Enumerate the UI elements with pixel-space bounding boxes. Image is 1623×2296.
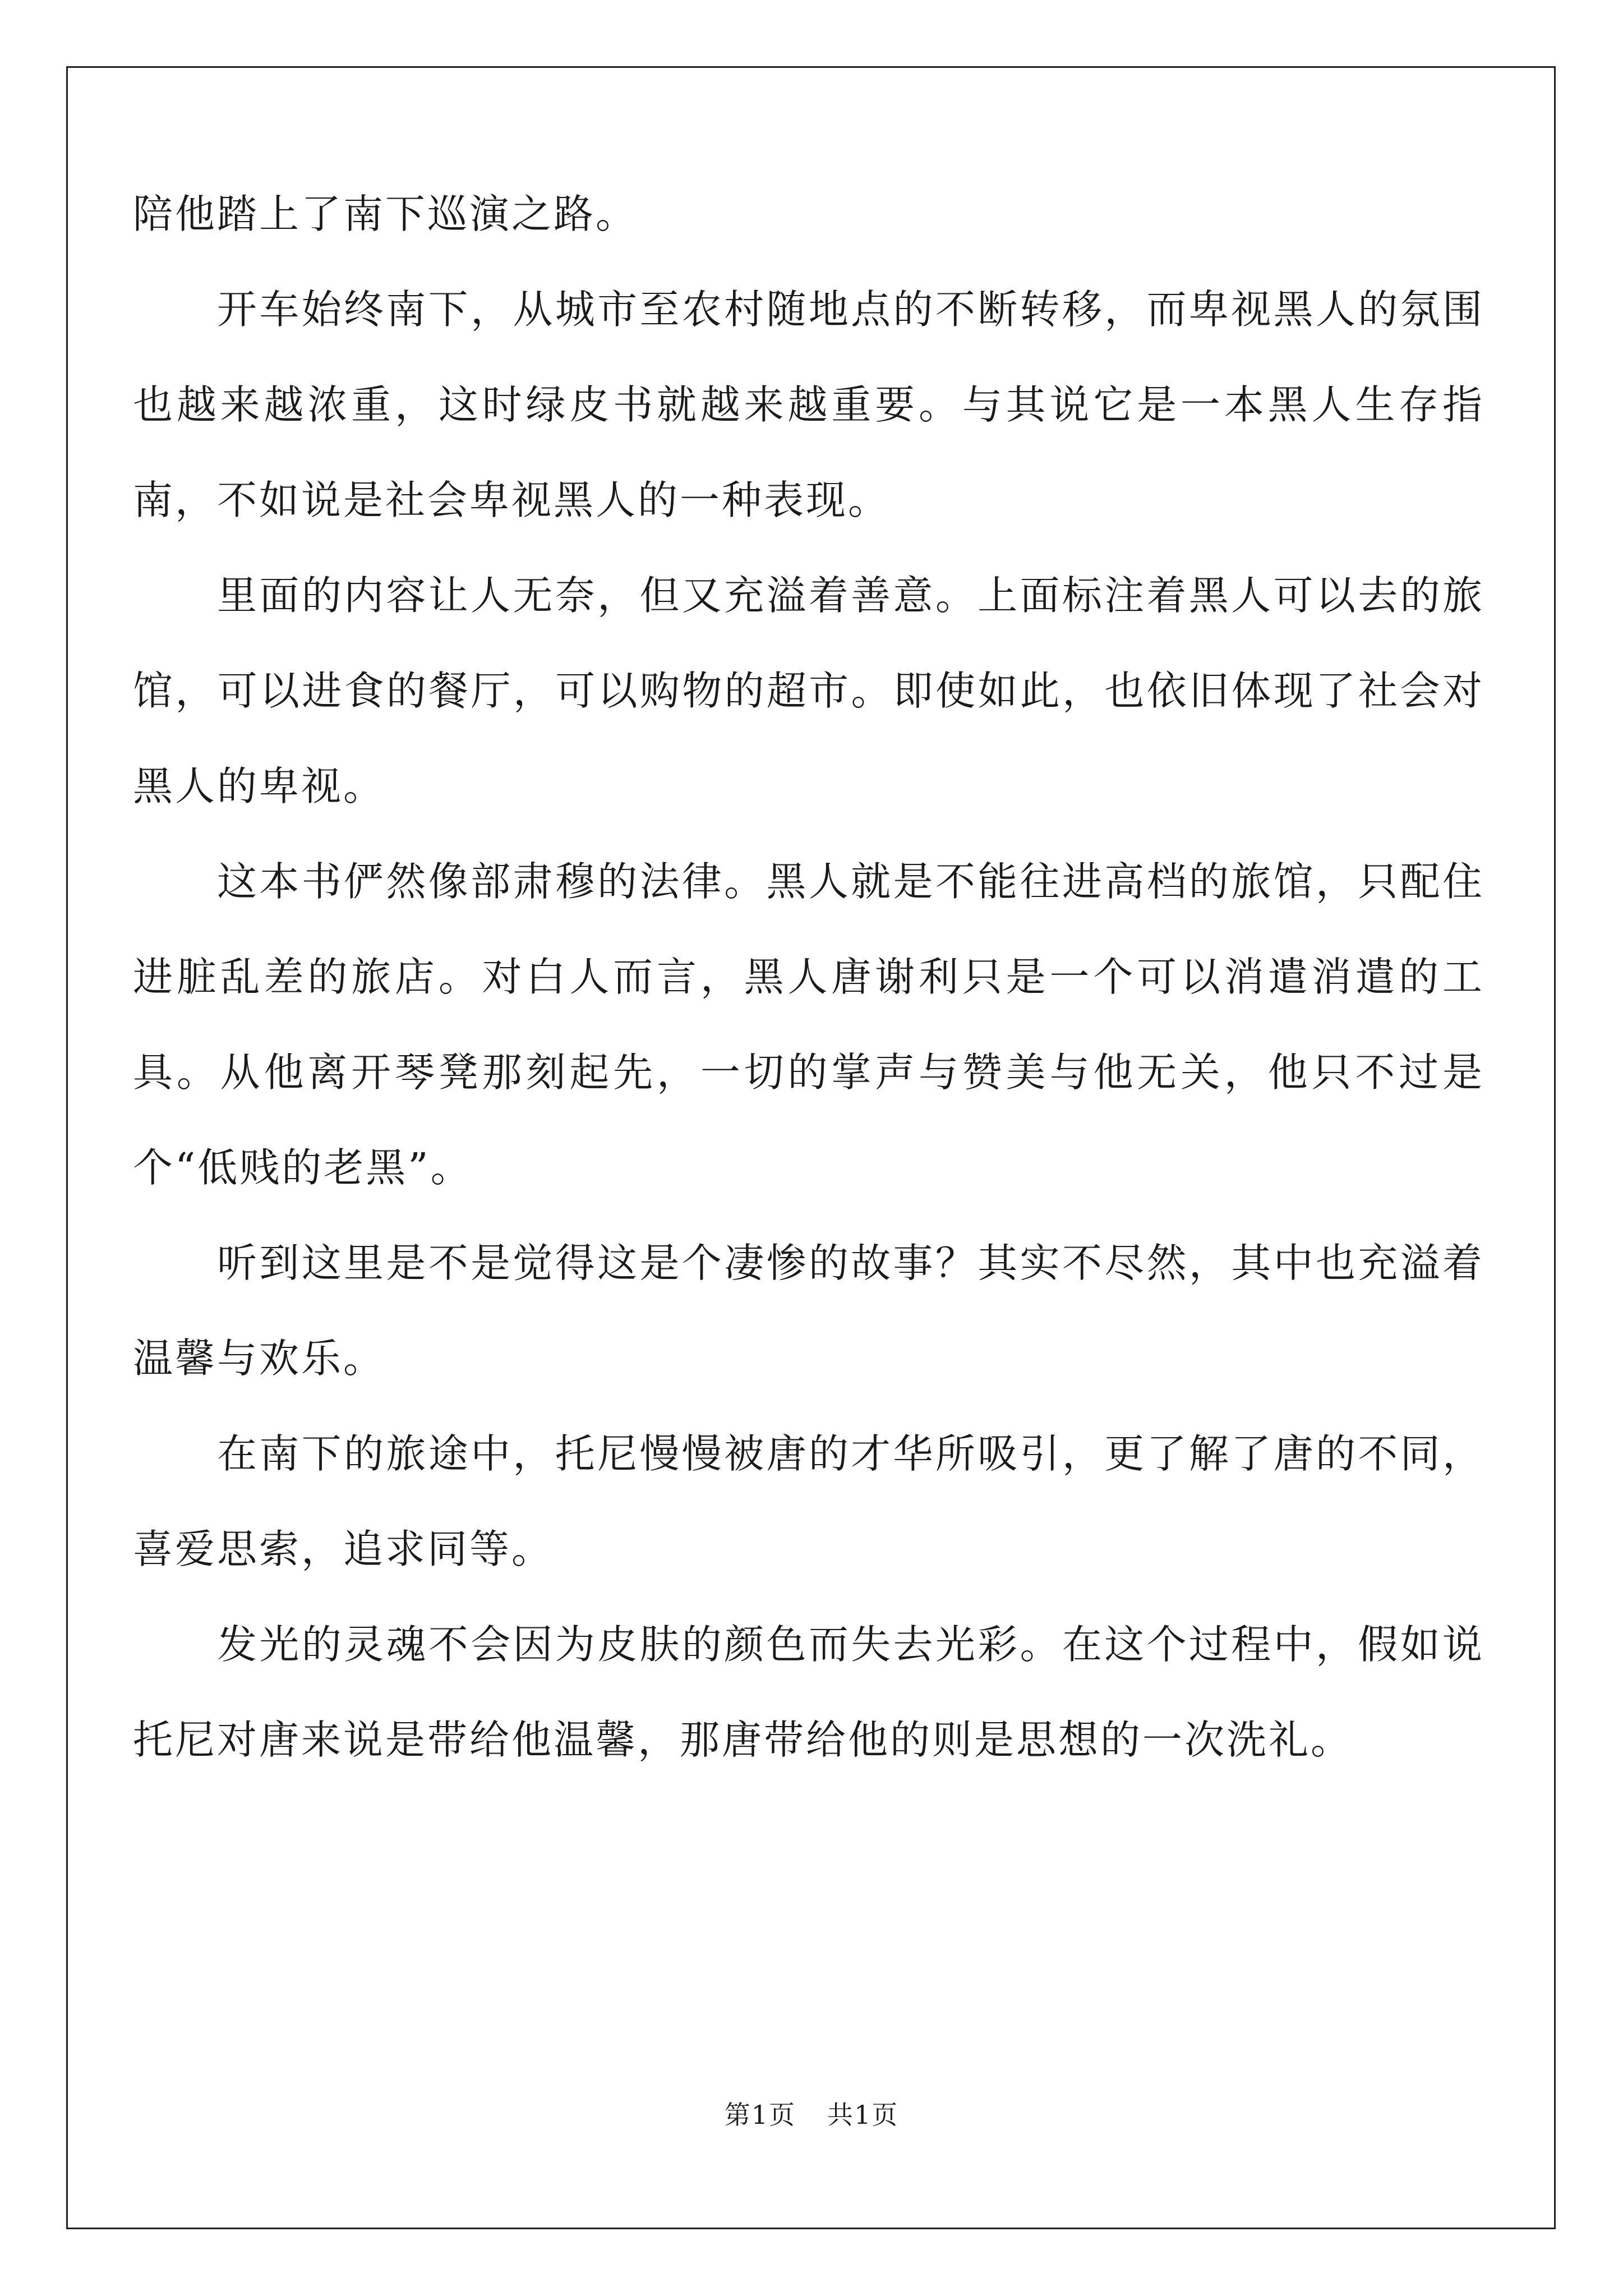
paragraph-2: 开车始终南下，从城市至农村随地点的不断转移，而卑视黑人的氛围也越来越浓重，这时绿皮书就越来越重要。与其说它是一本黑人生存指南，不如说是社会卑视黑人的一种表现。 (133, 286, 1484, 523)
document-body (133, 167, 1484, 2040)
paragraph-7: 发光的灵魂不会因为皮肤的颜色而失去光彩。在这个过程中，假如说托尼对唐来说是带给他温馨，那唐带给他的则是思想的一次洗礼。 (133, 1621, 1484, 1763)
paragraph-4: 这本书俨然像部肃穆的法律。黑人就是不能往进高档的旅馆，只配住进脏乱差的旅店。对白人而言，黑人唐谢利只是一个可以消遣消遣的工具。从他离开琴凳那刻起先，一切的掌声与赞美与他无关，他只不过是个“低贱的老黑”。 (133, 858, 1484, 1191)
page-total: 共1页 (827, 2100, 899, 2130)
page-number: 第1页 (724, 2100, 796, 2130)
paragraph-5: 听到这里是不是觉得这是个凄惨的故事？其实不尽然，其中也充溢着温馨与欢乐。 (133, 1240, 1484, 1382)
paragraph-6: 在南下的旅途中，托尼慢慢被唐的才华所吸引，更了解了唐的不同，喜爱思索，追求同等。 (133, 1430, 1484, 1572)
page-footer (0, 2098, 1623, 2132)
paragraph-1: 陪他踏上了南下巡演之路。 (133, 191, 638, 237)
paragraph-3: 里面的内容让人无奈，但又充溢着善意。上面标注着黑人可以去的旅馆，可以进食的餐厅，可以购物的超市。即使如此，也依旧体现了社会对黑人的卑视。 (133, 572, 1484, 809)
